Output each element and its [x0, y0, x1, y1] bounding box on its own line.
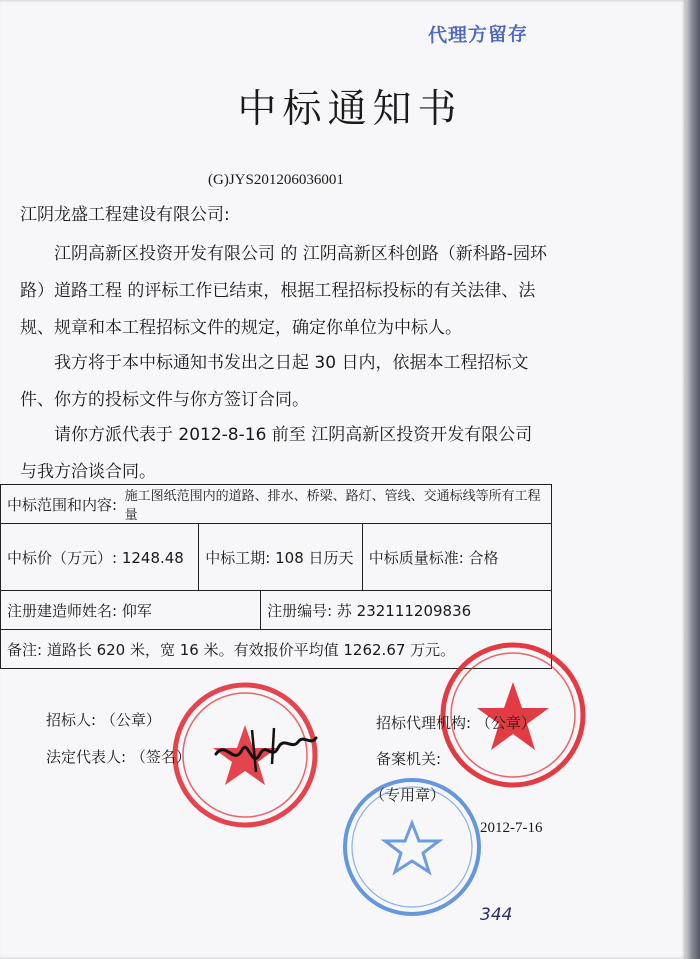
- bid-price: 中标价（万元）: 1248.48: [7, 548, 184, 567]
- legal-rep-label: 法定代表人: （签名）: [46, 748, 191, 766]
- paragraph-contract: 我方将于本中标通知书发出之日起 30 日内，依据本工程招标文件、你方的投标文件与你方签订合同。: [20, 353, 529, 410]
- page-title: 中标通知书: [237, 87, 463, 132]
- page-number: 344: [480, 905, 513, 925]
- document-number: (G)JYS201206036001: [208, 172, 344, 188]
- issue-date: 2012-7-16: [480, 820, 543, 836]
- quality-standard: 中标质量标准: 合格: [362, 524, 551, 590]
- engineer-name: 注册建造师姓名: 仰军: [7, 601, 152, 620]
- table-row-scope: [0, 484, 552, 523]
- filing-authority-label: 备案机关:: [376, 750, 442, 768]
- handwritten-signature: [212, 720, 322, 780]
- scanner-edge: [686, 0, 700, 959]
- scope-value: 施工图纸范围内的道路、排水、桥梁、路灯、管线、交通标线等所有工程量: [124, 489, 541, 523]
- paragraph-negotiation: 请你方派代表于 2012-8-16 前至 江阴高新区投资开发有限公司 与我方洽谈合同。: [20, 425, 533, 482]
- addressee: 江阴龙盛工程建设有限公司:: [20, 205, 230, 225]
- table-row-price: [0, 523, 552, 590]
- paragraph-award: 江阴高新区投资开发有限公司 的 江阴高新区科创路（新科路-园环路）道路工程 的评标工作已结束，根据工程招标投标的有关法律、法规、规章和本工程招标文件的规定，确定你单位为中标人。: [20, 244, 547, 338]
- construction-period: 中标工期: 108 日历天: [198, 524, 361, 590]
- registration-number: 注册编号: 苏 232111209836: [260, 591, 551, 629]
- special-seal-label: （专用章）: [370, 786, 446, 804]
- tenderer-label: 招标人: （公章）: [46, 711, 161, 729]
- table-row-engineer: [0, 590, 552, 629]
- remarks: 备注: 道路长 620 米，宽 16 米。有效报价平均值 1262.67 万元。: [7, 640, 456, 659]
- scope-label: 中标范围和内容:: [7, 495, 118, 514]
- retention-stamp: 代理方留存: [427, 23, 529, 47]
- agency-label: 招标代理机构: （公章）: [376, 714, 536, 732]
